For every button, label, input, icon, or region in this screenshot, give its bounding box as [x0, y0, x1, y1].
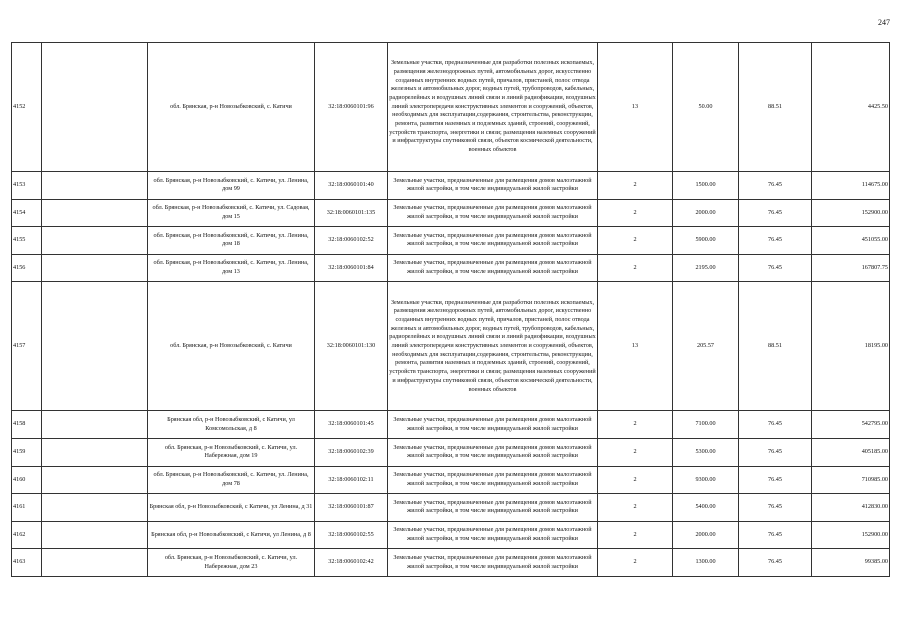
rate-cell: 76.45: [739, 199, 812, 227]
address-cell: обл. Брянская, р-н Новозыбковский, с. Катичи, ул. Набережная, дом 19: [148, 438, 315, 466]
rate-cell: 76.45: [739, 172, 812, 200]
table-row: [12, 199, 890, 227]
cadastral-value-cell: 451055.00: [812, 227, 890, 255]
cadastral-number-cell: 32:18:0060101:84: [315, 254, 388, 282]
cadastral-value-cell: 18195.00: [812, 282, 890, 411]
use-group-cell: 2: [598, 466, 673, 494]
address-cell: обл. Брянская, р-н Новозыбковский, с. Катичи: [148, 43, 315, 172]
blank-cell: [42, 438, 148, 466]
rate-cell: 76.45: [739, 438, 812, 466]
permitted-use-cell: Земельные участки, предназначенные для размещения домов малоэтажной жилой застройки, в том числе индивидуальной жилой застройки: [388, 254, 598, 282]
area-cell: 5400.00: [673, 494, 739, 522]
permitted-use-cell: Земельные участки, предназначенные для размещения домов малоэтажной жилой застройки, в том числе индивидуальной жилой застройки: [388, 494, 598, 522]
rate-cell: 76.45: [739, 521, 812, 549]
cadastral-value-cell: 405185.00: [812, 438, 890, 466]
area-cell: 2195.00: [673, 254, 739, 282]
address-cell: обл. Брянская, р-н Новозыбковский, с. Катичи, ул. Ленина, дом 13: [148, 254, 315, 282]
use-group-cell: 2: [598, 411, 673, 439]
table-row: [12, 282, 890, 411]
row-number: 4152: [12, 43, 42, 172]
permitted-use-cell: Земельные участки, предназначенные для размещения домов малоэтажной жилой застройки, в том числе индивидуальной жилой застройки: [388, 438, 598, 466]
use-group-cell: 13: [598, 282, 673, 411]
use-group-cell: 2: [598, 199, 673, 227]
address-cell: обл. Брянская, р-н Новозыбковский, с. Катичи, ул. Ленина, дом 18: [148, 227, 315, 255]
use-group-cell: 13: [598, 43, 673, 172]
address-cell: обл. Брянская, р-н Новозыбковский, с. Катичи, ул. Ленина, дом 99: [148, 172, 315, 200]
cadastral-number-cell: 32:18:0060102:52: [315, 227, 388, 255]
blank-cell: [42, 199, 148, 227]
permitted-use-cell: Земельные участки, предназначенные для размещения домов малоэтажной жилой застройки, в том числе индивидуальной жилой застройки: [388, 466, 598, 494]
cadastral-value-cell: 99385.00: [812, 549, 890, 577]
area-cell: 1300.00: [673, 549, 739, 577]
rate-cell: 88.51: [739, 282, 812, 411]
row-number: 4163: [12, 549, 42, 577]
use-group-cell: 2: [598, 549, 673, 577]
blank-cell: [42, 43, 148, 172]
table-row: [12, 227, 890, 255]
blank-cell: [42, 494, 148, 522]
row-number: 4158: [12, 411, 42, 439]
cadastral-number-cell: 32:18:0060102:39: [315, 438, 388, 466]
table-row: [12, 466, 890, 494]
row-number: 4155: [12, 227, 42, 255]
rate-cell: 76.45: [739, 227, 812, 255]
permitted-use-cell: Земельные участки, предназначенные для разработки полезных ископаемых, размещения железнодорожных путей, автомобильных дорог, искусственно созданных внутренних водных путей, причалов, пристаней, полос отвода железных и автомобильных дорог, водных путей, трубопроводов, кабельных, радиорелейных и воздушных линий связи и линий радиофикации, воздушных линий электропередачи конструктивных элементов и сооружений, объектов, необходимых для эксплуатации,содержания, строительства, реконструкции, ремонта, развития наземных и подземных зданий, строений, сооружений, устройств транспорта, энергетики и связи; размещения наземных сооружений и инфраструктуры спутниковой связи, объектов космической деятельности, военных объектов: [388, 282, 598, 411]
cadastral-number-cell: 32:18:0060101:130: [315, 282, 388, 411]
use-group-cell: 2: [598, 172, 673, 200]
blank-cell: [42, 549, 148, 577]
area-cell: 5300.00: [673, 438, 739, 466]
area-cell: 50.00: [673, 43, 739, 172]
cadastral-value-cell: 710985.00: [812, 466, 890, 494]
row-number: 4153: [12, 172, 42, 200]
address-cell: обл. Брянская, р-н Новозыбковский, с. Катичи, ул. Ленина, дом 78: [148, 466, 315, 494]
cadastral-value-cell: 542795.00: [812, 411, 890, 439]
rate-cell: 88.51: [739, 43, 812, 172]
rate-cell: 76.45: [739, 494, 812, 522]
area-cell: 2000.00: [673, 521, 739, 549]
cadastral-number-cell: 32:18:0060102:42: [315, 549, 388, 577]
row-number: 4160: [12, 466, 42, 494]
blank-cell: [42, 254, 148, 282]
table-row: [12, 254, 890, 282]
area-cell: 9300.00: [673, 466, 739, 494]
cadastral-number-cell: 32:18:0060102:11: [315, 466, 388, 494]
area-cell: 2000.00: [673, 199, 739, 227]
area-cell: 7100.00: [673, 411, 739, 439]
area-cell: 5900.00: [673, 227, 739, 255]
address-cell: Брянская обл, р-н Новозыбковский, с Катичи, ул Ленина, д 8: [148, 521, 315, 549]
permitted-use-cell: Земельные участки, предназначенные для размещения домов малоэтажной жилой застройки, в том числе индивидуальной жилой застройки: [388, 521, 598, 549]
cadastral-value-cell: 4425.50: [812, 43, 890, 172]
address-cell: обл. Брянская, р-н Новозыбковский, с. Катичи: [148, 282, 315, 411]
blank-cell: [42, 227, 148, 255]
table-row: [12, 549, 890, 577]
table-row: [12, 411, 890, 439]
cadastral-number-cell: 32:18:0060101:45: [315, 411, 388, 439]
area-cell: 205.57: [673, 282, 739, 411]
blank-cell: [42, 411, 148, 439]
cadastral-value-cell: 412830.00: [812, 494, 890, 522]
blank-cell: [42, 466, 148, 494]
permitted-use-cell: Земельные участки, предназначенные для размещения домов малоэтажной жилой застройки, в том числе индивидуальной жилой застройки: [388, 411, 598, 439]
row-number: 4157: [12, 282, 42, 411]
blank-cell: [42, 521, 148, 549]
rate-cell: 76.45: [739, 254, 812, 282]
use-group-cell: 2: [598, 254, 673, 282]
blank-cell: [42, 282, 148, 411]
cadastral-value-cell: 152900.00: [812, 521, 890, 549]
address-cell: обл. Брянская, р-н Новозыбковский, с. Катичи, ул. Садовая, дом 15: [148, 199, 315, 227]
row-number: 4162: [12, 521, 42, 549]
blank-cell: [42, 172, 148, 200]
use-group-cell: 2: [598, 227, 673, 255]
cadastral-number-cell: 32:18:0060101:40: [315, 172, 388, 200]
table-row: [12, 172, 890, 200]
use-group-cell: 2: [598, 494, 673, 522]
table-row: [12, 43, 890, 172]
cadastral-number-cell: 32:18:0060101:135: [315, 199, 388, 227]
table-row: [12, 494, 890, 522]
rate-cell: 76.45: [739, 411, 812, 439]
rate-cell: 76.45: [739, 466, 812, 494]
row-number: 4161: [12, 494, 42, 522]
permitted-use-cell: Земельные участки, предназначенные для размещения домов малоэтажной жилой застройки, в том числе индивидуальной жилой застройки: [388, 227, 598, 255]
address-cell: Брянская обл, р-н Новозыбковский, с Катичи, ул Ленина, д 31: [148, 494, 315, 522]
permitted-use-cell: Земельные участки, предназначенные для разработки полезных ископаемых, размещения железнодорожных путей, автомобильных дорог, искусственно созданных внутренних водных путей, причалов, пристаней, полос отвода железных и автомобильных дорог, водных путей, трубопроводов, кабельных, радиорелейных и воздушных линий связи и линий радиофикации, воздушных линий электропередачи конструктивных элементов и сооружений, объектов, необходимых для эксплуатации,содержания, строительства, реконструкции, ремонта, развития наземных и подземных зданий, строений, сооружений, устройств транспорта, энергетики и связи; размещения наземных сооружений и инфраструктуры спутниковой связи, объектов космической деятельности, военных объектов: [388, 43, 598, 172]
cadastral-number-cell: 32:18:0060102:55: [315, 521, 388, 549]
row-number: 4154: [12, 199, 42, 227]
permitted-use-cell: Земельные участки, предназначенные для размещения домов малоэтажной жилой застройки, в том числе индивидуальной жилой застройки: [388, 549, 598, 577]
use-group-cell: 2: [598, 438, 673, 466]
table-row: [12, 521, 890, 549]
use-group-cell: 2: [598, 521, 673, 549]
land-registry-table: [11, 42, 890, 577]
table-body: [12, 43, 890, 577]
page-number: 247: [878, 18, 890, 27]
table-row: [12, 438, 890, 466]
cadastral-value-cell: 167807.75: [812, 254, 890, 282]
permitted-use-cell: Земельные участки, предназначенные для размещения домов малоэтажной жилой застройки, в том числе индивидуальной жилой застройки: [388, 172, 598, 200]
cadastral-value-cell: 114675.00: [812, 172, 890, 200]
cadastral-value-cell: 152900.00: [812, 199, 890, 227]
permitted-use-cell: Земельные участки, предназначенные для размещения домов малоэтажной жилой застройки, в том числе индивидуальной жилой застройки: [388, 199, 598, 227]
area-cell: 1500.00: [673, 172, 739, 200]
address-cell: обл. Брянская, р-н Новозыбковский, с. Катичи, ул. Набережная, дом 23: [148, 549, 315, 577]
address-cell: Брянская обл, р-н Новозыбковский, с Катичи, ул Комсомольская, д 8: [148, 411, 315, 439]
rate-cell: 76.45: [739, 549, 812, 577]
row-number: 4156: [12, 254, 42, 282]
row-number: 4159: [12, 438, 42, 466]
cadastral-number-cell: 32:18:0060101:96: [315, 43, 388, 172]
cadastral-number-cell: 32:18:0060101:87: [315, 494, 388, 522]
